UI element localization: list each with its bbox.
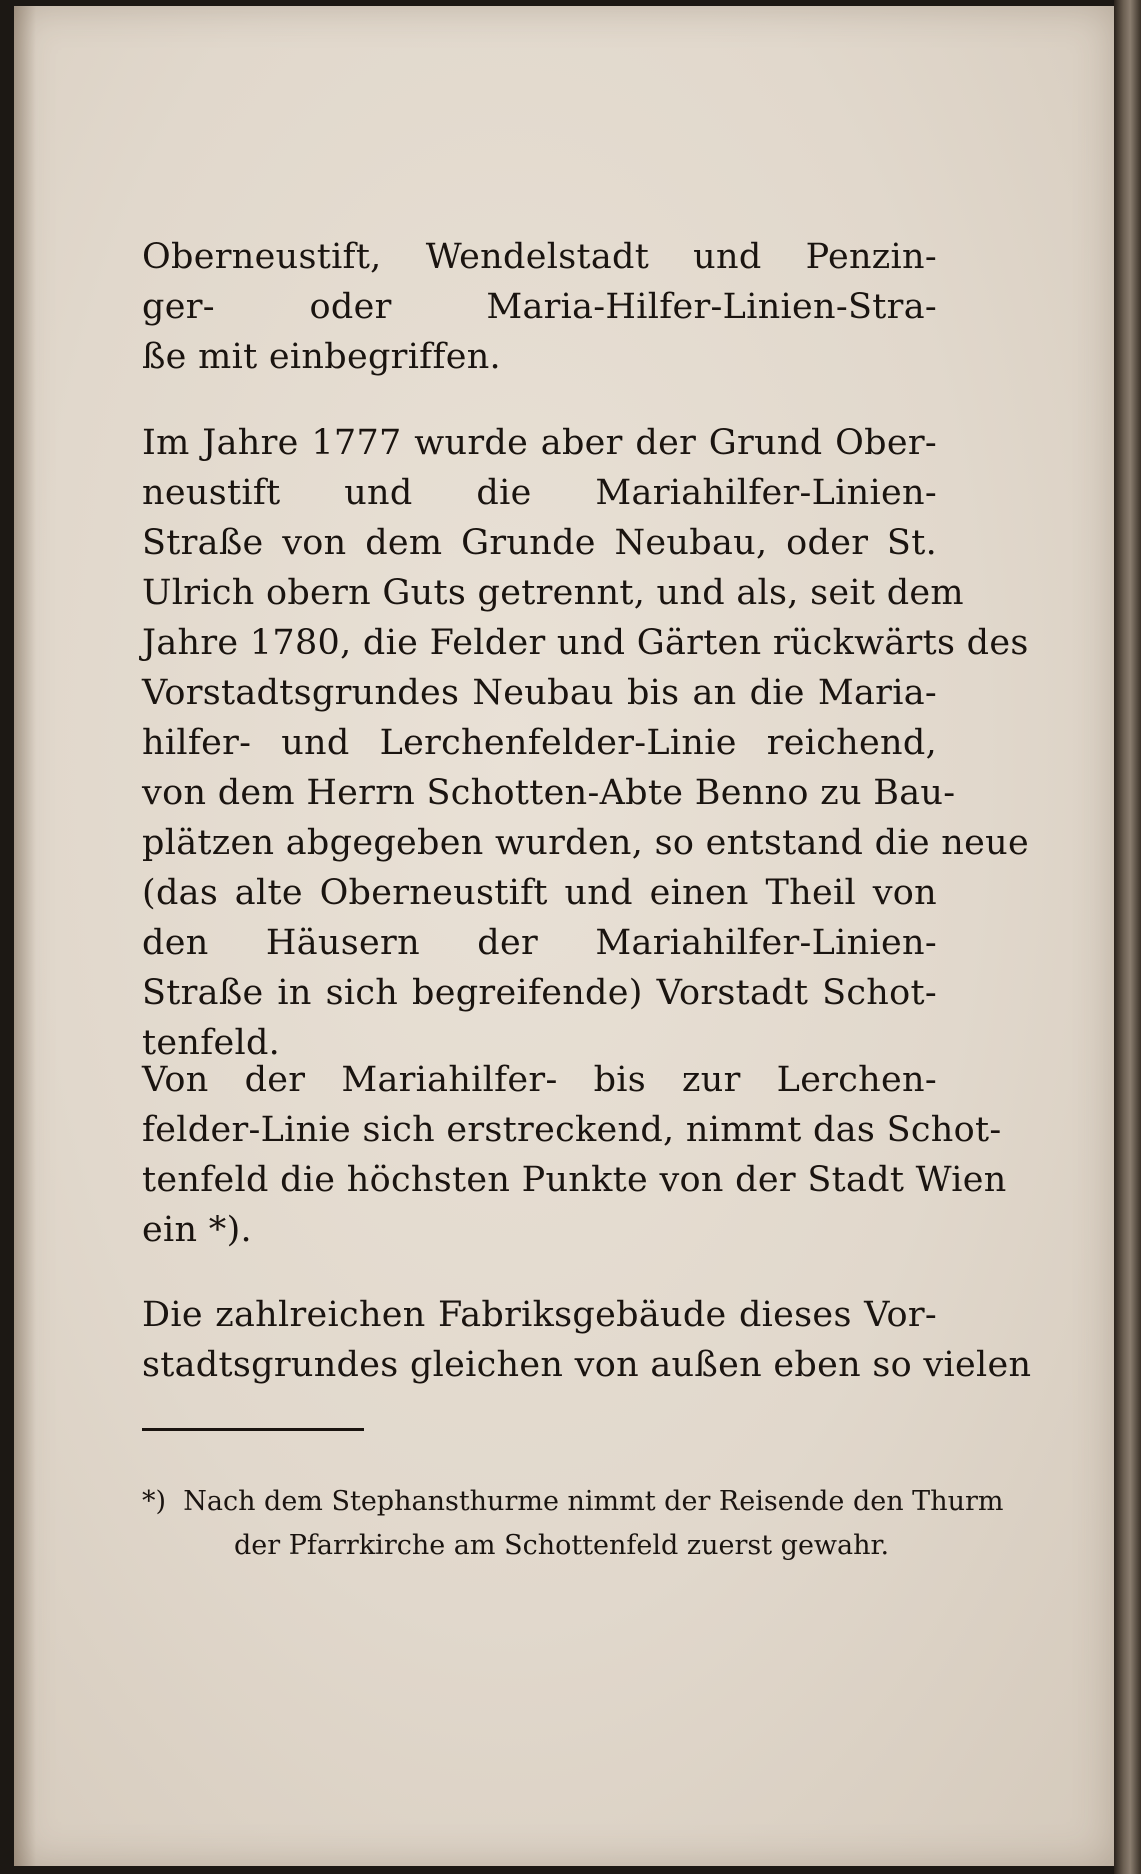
text-line: ein *). <box>142 1210 252 1250</box>
text-line: ger- oder Maria-Hilfer-Linien-Stra- <box>142 287 937 327</box>
text-line: den Häusern der Mariahilfer-Linien- <box>142 923 937 963</box>
footnote-rule <box>142 1428 364 1431</box>
text-line: ße mit einbegriffen. <box>142 337 501 377</box>
footnote-text: Nach dem Stephansthurme nimmt der Reisende den Thurm <box>183 1486 1004 1517</box>
text-line: Vorstadtsgrundes Neubau bis an die Maria- <box>142 673 937 713</box>
footnote-line-1 <box>142 1480 1004 1524</box>
text-line: tenfeld die höchsten Punkte von der Stadt Wien <box>142 1160 1007 1200</box>
paragraph-2 <box>142 418 1029 1068</box>
text-line: stadtsgrundes gleichen von außen eben so vielen <box>142 1345 1032 1385</box>
footnote <box>142 1480 1004 1568</box>
paragraph-3 <box>142 1055 1007 1255</box>
paragraph-1 <box>142 232 937 382</box>
text-line: felder-Linie sich erstreckend, nimmt das Schot- <box>142 1110 1002 1150</box>
text-line: Oberneustift, Wendelstadt und Penzin- <box>142 237 937 277</box>
text-line: plätzen abgegeben wurden, so entstand die neue <box>142 823 1029 863</box>
text-line: (das alte Oberneustift und einen Theil von <box>142 873 937 913</box>
footnote-marker: *) <box>142 1486 167 1517</box>
text-line: Die zahlreichen Fabriksgebäude dieses Vor- <box>142 1295 937 1335</box>
text-line: von dem Herrn Schotten-Abte Benno zu Bau- <box>142 773 956 813</box>
text-line: Jahre 1780, die Felder und Gärten rückwärts des <box>142 623 1029 663</box>
text-line: Ulrich obern Guts getrennt, und als, seit dem <box>142 573 964 613</box>
text-line: Straße von dem Grunde Neubau, oder St. <box>142 523 937 563</box>
text-line: tenfeld. <box>142 1023 281 1063</box>
footnote-line-2: der Pfarrkirche am Schottenfeld zuerst gewahr. <box>234 1530 890 1561</box>
text-line: neustift und die Mariahilfer-Linien- <box>142 473 937 513</box>
text-line: hilfer- und Lerchenfelder-Linie reichend, <box>142 723 937 763</box>
page-gutter-shadow <box>14 6 36 1866</box>
book-edge <box>1114 0 1141 1874</box>
paragraph-4 <box>142 1290 1032 1390</box>
text-line: Straße in sich begreifende) Vorstadt Schot- <box>142 973 937 1013</box>
text-line: Von der Mariahilfer- bis zur Lerchen- <box>142 1060 937 1100</box>
text-line: Im Jahre 1777 wurde aber der Grund Ober- <box>142 423 937 463</box>
